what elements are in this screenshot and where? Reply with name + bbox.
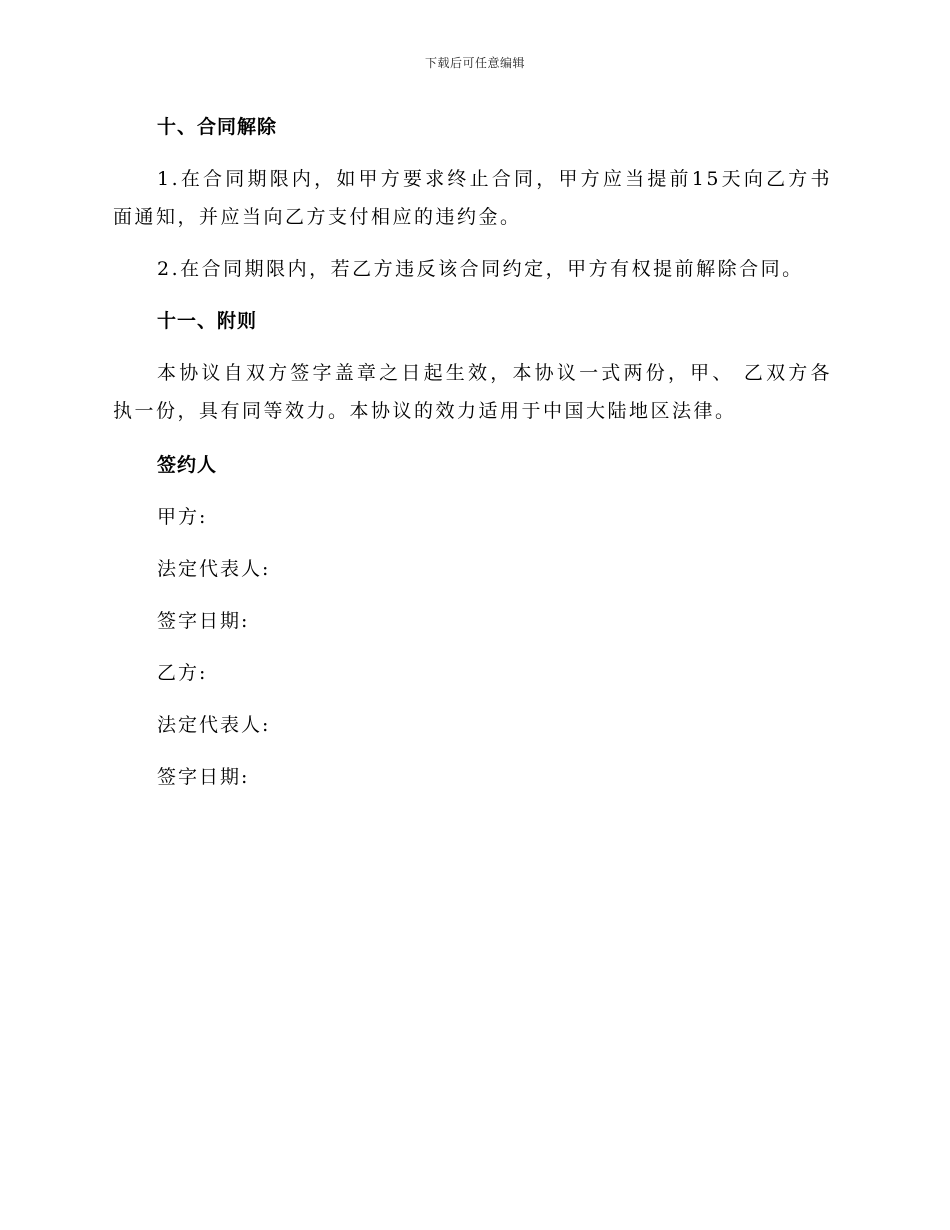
termination-clause-2: 2.在合同期限内，若乙方违反该合同约定，甲方有权提前解除合同。 — [157, 258, 804, 280]
appendix-text: 本协议自双方签字盖章之日起生效，本协议一式两份，甲、 乙双方各执一份，具有同等效力。本协议的效力适用于中国大陆地区法律。 — [113, 362, 832, 422]
party-b-label: 乙方: — [157, 662, 208, 684]
party-b-representative-label: 法定代表人: — [157, 714, 271, 736]
section-title-appendix: 十一、附则 — [157, 310, 258, 332]
party-b-sign-date-label: 签字日期: — [157, 766, 250, 788]
page-header-note: 下载后可任意编辑 — [424, 56, 525, 70]
party-a-representative-label: 法定代表人: — [157, 558, 271, 580]
section-title-termination: 十、合同解除 — [157, 116, 278, 138]
termination-clause-1: 1.在合同期限内，如甲方要求终止合同，甲方应当提前15天向乙方书面通知，并应当向乙方支付相应的违约金。 — [113, 168, 832, 228]
document-body — [113, 108, 832, 796]
party-a-label: 甲方: — [157, 506, 208, 528]
party-a-sign-date-label: 签字日期: — [157, 610, 250, 632]
section-title-signatories: 签约人 — [157, 454, 218, 476]
